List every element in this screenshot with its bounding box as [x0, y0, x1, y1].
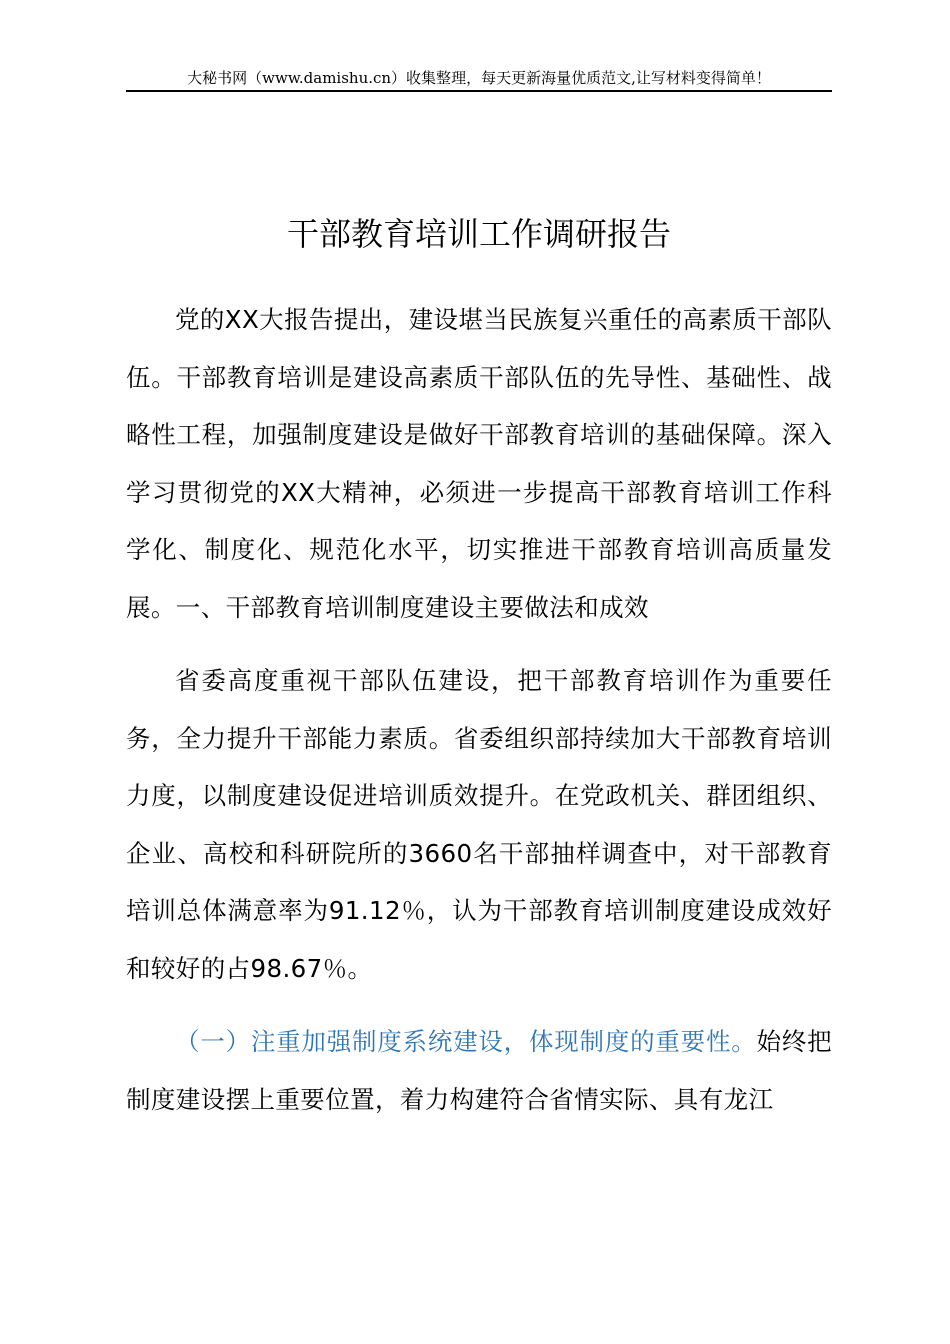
paragraph-section-one: [126, 1013, 832, 1128]
page-header: 大秘书网（www.damishu.cn）收集整理，每天更新海量优质范文,让写材料变得简单！: [187, 69, 771, 87]
paragraph-intro: 党的XX大报告提出，建设堪当民族复兴重任的高素质干部队伍。干部教育培训是建设高素质干部队伍的先导性、基础性、战略性工程，加强制度建设是做好干部教育培训的基础保障。深入学习贯彻党的XX大精神，必须进一步提高干部教育培训工作科学化、制度化、规范化水平，切实推进干部教育培训高质量发展。一、干部教育培训制度建设主要做法和成效: [126, 305, 832, 622]
section-body: 始终把制度建设摆上重要位置，着力构建符合省情实际、具有龙江: [126, 1027, 832, 1114]
paragraph-survey: 省委高度重视干部队伍建设，把干部教育培训作为重要任务，全力提升干部能力素质。省委组织部持续加大干部教育培训力度，以制度建设促进培训质效提升。在党政机关、群团组织、企业、高校和科研院所的3660名干部抽样调查中，对干部教育培训总体满意率为91.12％，认为干部教育培训制度建设成效好和较好的占98.67％。: [126, 666, 832, 983]
header-divider: [126, 90, 832, 92]
document-title: 干部教育培训工作调研报告: [286, 215, 671, 253]
section-heading: （一）注重加强制度系统建设，体现制度的重要性。: [175, 1027, 757, 1056]
